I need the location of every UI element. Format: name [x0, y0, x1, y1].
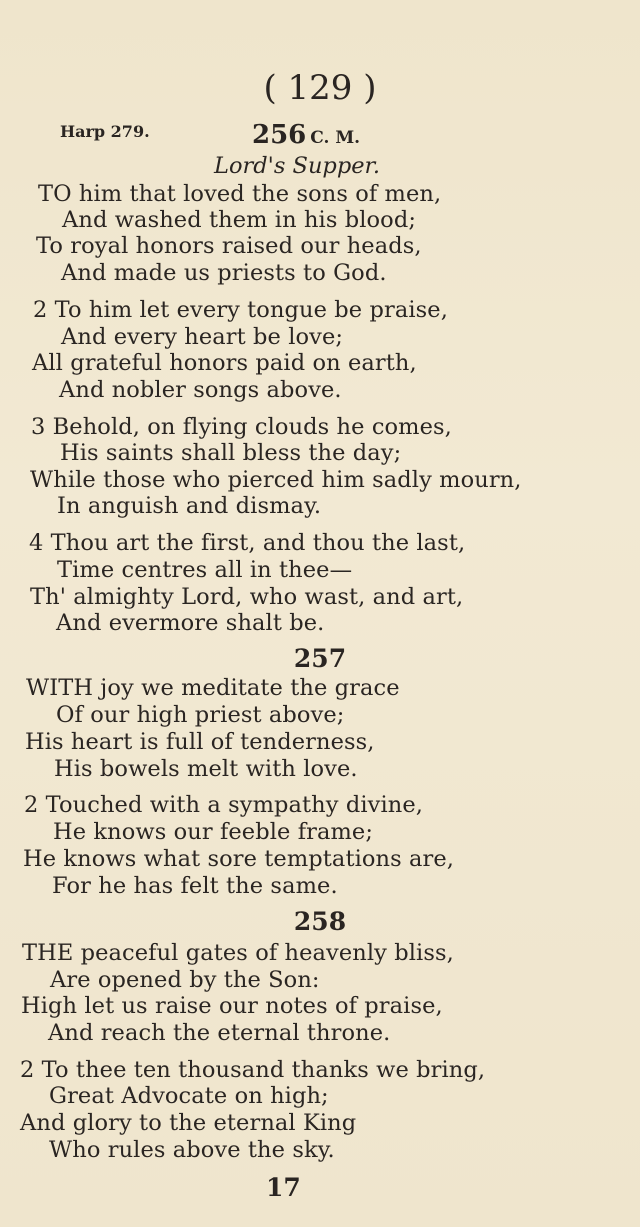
verse-line: 2 To thee ten thousand thanks we bring, — [20, 1057, 486, 1083]
verse-line: 3 Behold, on flying clouds he comes, — [31, 414, 452, 440]
tune-reference: Harp 279. — [60, 122, 150, 141]
verse-line: Time centres all in thee— — [57, 557, 353, 583]
verse-line: Great Advocate on high; — [49, 1083, 329, 1109]
verse-line: And made us priests to God. — [61, 260, 387, 286]
verse-line: Th' almighty Lord, who wast, and art, — [30, 584, 464, 610]
verse-line: Are opened by the Son: — [50, 967, 320, 993]
verse-line: To royal honors raised our heads, — [36, 233, 422, 259]
verse-line: In anguish and dismay. — [57, 493, 322, 519]
hymn-256-heading — [252, 120, 360, 150]
hymn-subject: Lord's Supper. — [214, 153, 380, 179]
hymn-number: 258 — [293, 907, 347, 936]
verse-line: His saints shall bless the day; — [60, 440, 402, 466]
verse-line: 2 Touched with a sympathy divine, — [24, 792, 424, 818]
hymn-number: 257 — [293, 644, 347, 673]
verse-line: And reach the eternal throne. — [48, 1020, 391, 1046]
verse-line: Of our high priest above; — [56, 702, 345, 728]
verse-line: His bowels melt with love. — [54, 756, 358, 782]
verse-line: All grateful honors paid on earth, — [32, 350, 417, 376]
verse-line: And washed them in his blood; — [62, 207, 417, 233]
verse-line: And glory to the eternal King — [20, 1110, 357, 1136]
signature-mark: 17 — [266, 1173, 301, 1202]
verse-line: 2 To him let every tongue be praise, — [33, 297, 448, 323]
verse-line: He knows our feeble frame; — [53, 819, 374, 845]
verse-line: 4 Thou art the first, and thou the last, — [29, 530, 466, 556]
verse-line: Who rules above the sky. — [49, 1137, 335, 1163]
verse-line: He knows what sore temptations are, — [23, 846, 455, 872]
verse-line: High let us raise our notes of praise, — [21, 993, 443, 1019]
verse-line: WITH joy we meditate the grace — [26, 675, 400, 701]
verse-line: While those who pierced him sadly mourn, — [30, 467, 522, 493]
verse-line: THE peaceful gates of heavenly bliss, — [22, 940, 454, 966]
verse-line: For he has felt the same. — [52, 873, 338, 899]
verse-line: And nobler songs above. — [59, 377, 342, 403]
hymn-meter: C. M. — [310, 128, 361, 148]
page-number: ( 129 ) — [263, 68, 377, 108]
verse-line: And evermore shalt be. — [56, 610, 325, 636]
verse-line: TO him that loved the sons of men, — [38, 181, 442, 207]
verse-line: His heart is full of tenderness, — [25, 729, 375, 755]
hymn-number: 256 — [252, 120, 307, 150]
verse-line: And every heart be love; — [61, 324, 344, 350]
